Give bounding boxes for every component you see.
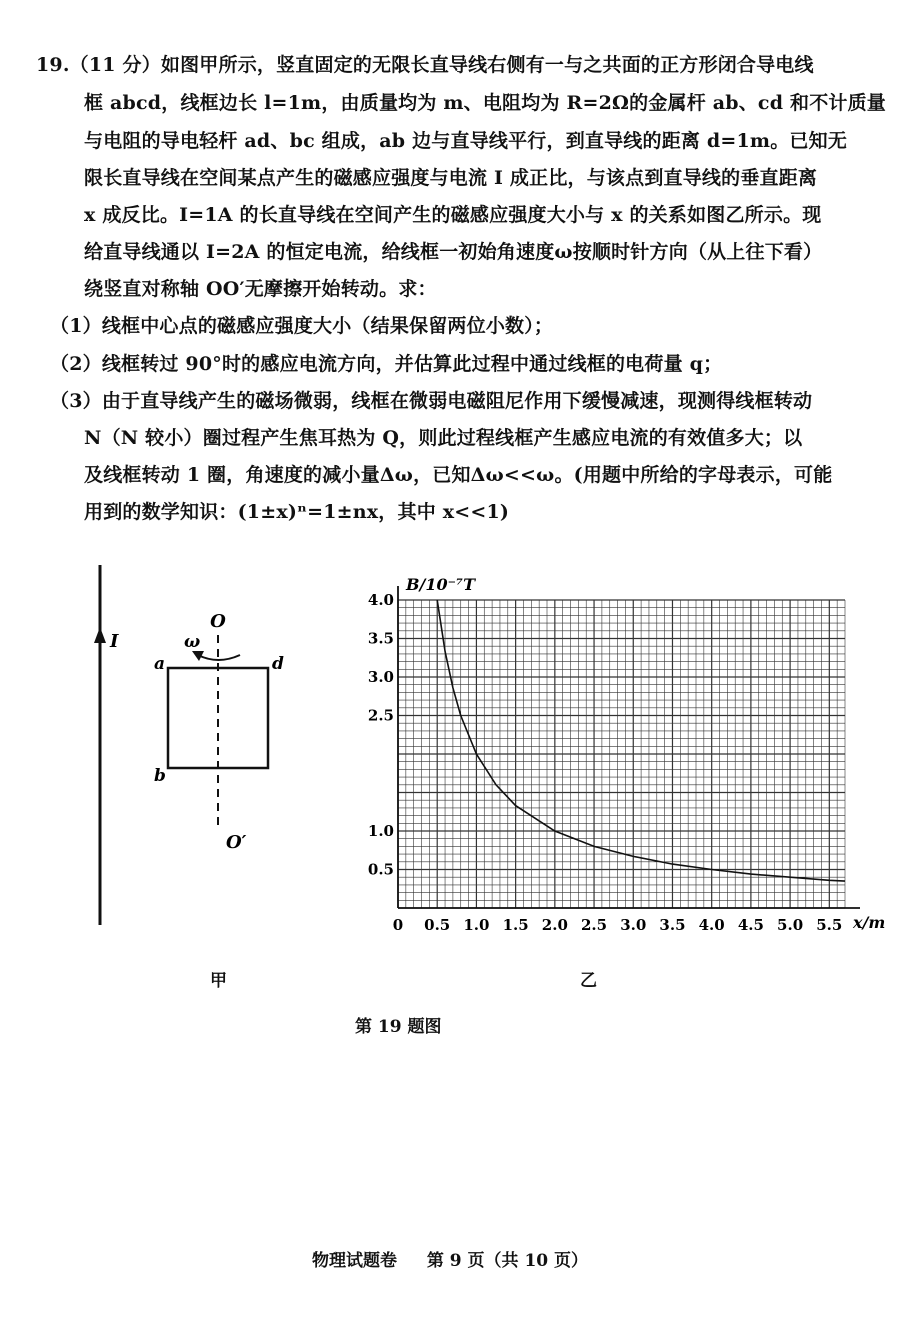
x-tick-label: 0	[392, 916, 404, 934]
current-arrow	[94, 627, 106, 643]
x-tick-label: 4.0	[698, 916, 725, 934]
sub-question-1: （1）线框中心点的磁感应强度大小（结果保留两位小数）；	[50, 315, 554, 337]
x-tick-label: 2.5	[580, 916, 608, 934]
question-line: 框 abcd，线框边长 l=1m，由质量均为 m、电阻均为 R=2Ω的金属杆 ab、cd 和不计质量	[84, 92, 886, 114]
figure-yi-caption: 乙	[580, 971, 597, 991]
x-tick-label: 4.5	[737, 916, 764, 934]
x-tick-label: 0.5	[424, 916, 451, 934]
y-tick-label: 2.5	[367, 706, 394, 725]
axis-top-label: O	[210, 611, 226, 632]
corner-d-label: d	[272, 654, 284, 674]
current-label: I	[110, 631, 119, 652]
question-line: 绕竖直对称轴 OO′无摩擦开始转动。求：	[84, 278, 437, 300]
omega-label: ω	[184, 632, 201, 652]
axis-bottom-label: O′	[226, 832, 247, 853]
y-axis-label: B/10⁻⁷T	[406, 575, 475, 594]
y-tick-label: 3.5	[367, 629, 394, 648]
sub-question-2: （2）线框转过 90°时的感应电流方向，并估算此过程中通过线框的电荷量 q；	[50, 353, 723, 375]
x-tick-label: 3.0	[620, 916, 647, 934]
question-line: 给直导线通以 I=2A 的恒定电流，给线框一初始角速度ω按顺时针方向（从上往下看）	[84, 241, 823, 263]
x-tick-label: 5.5	[816, 916, 843, 934]
x-tick-label: 5.0	[777, 916, 804, 934]
question-line: N（N 较小）圈过程产生焦耳热为 Q，则此过程线框产生感应电流的有效值多大；以	[84, 427, 803, 449]
figure-jia	[80, 555, 320, 955]
x-axis-label: x/m	[853, 913, 886, 932]
question-line: x 成反比。I=1A 的长直导线在空间产生的磁感应强度大小与 x 的关系如图乙所示。现	[84, 204, 822, 226]
footer-page: 第 9 页（共 10 页）	[426, 1251, 589, 1271]
footer-subject: 物理试题卷	[311, 1251, 397, 1271]
x-tick-label: 2.0	[541, 916, 568, 934]
question-line: 限长直导线在空间某点产生的磁感应强度与电流 I 成正比，与该点到直导线的垂直距离	[84, 167, 818, 189]
question-line: 与电阻的导电轻杆 ad、bc 组成，ab 边与直导线平行，到直导线的距离 d=1m。已知无	[84, 130, 848, 152]
y-tick-label: 3.0	[367, 668, 394, 686]
corner-a-label: a	[154, 654, 166, 674]
sub-question-3: （3）由于直导线产生的磁场微弱，线框在微弱电磁阻尼作用下缓慢减速，现测得线框转动	[50, 390, 813, 412]
y-tick-label: 0.5	[367, 860, 394, 879]
corner-b-label: b	[154, 766, 166, 786]
x-tick-label: 1.5	[502, 916, 529, 934]
question-line: 19.（11 分）如图甲所示，竖直固定的无限长直导线右侧有一与之共面的正方形闭合导电线	[36, 54, 814, 76]
y-tick-label: 1.0	[367, 822, 394, 840]
y-tick-label: 4.0	[367, 591, 394, 609]
question-line: 用到的数学知识：(1±x)ⁿ=1±nx，其中 x<<1)	[84, 501, 510, 523]
x-tick-label: 3.5	[659, 916, 686, 934]
x-tick-label: 1.0	[463, 916, 490, 934]
figure-yi-chart	[360, 570, 890, 940]
figure-title: 第 19 题图	[355, 1017, 442, 1037]
figure-jia-caption: 甲	[210, 971, 227, 991]
page-footer	[0, 1246, 900, 1271]
question-line: 及线框转动 1 圈，角速度的减小量Δω，已知Δω<<ω。(用题中所给的字母表示，可能	[84, 464, 833, 486]
